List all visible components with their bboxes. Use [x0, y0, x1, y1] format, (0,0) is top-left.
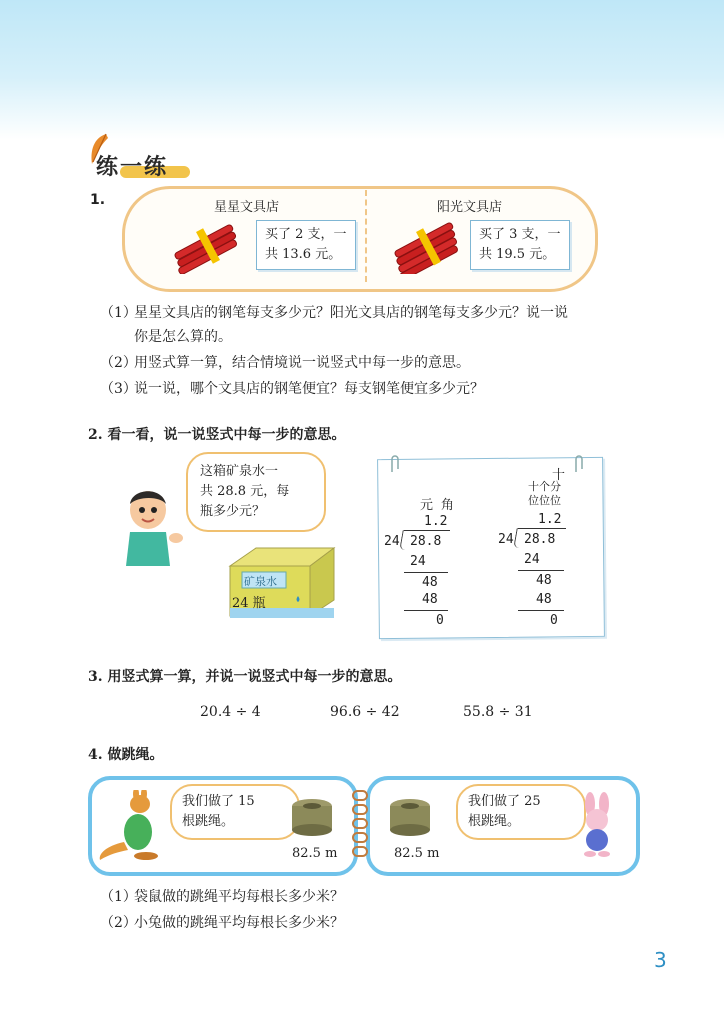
binder-ring — [352, 832, 368, 843]
step-product: 48 — [422, 592, 438, 607]
q1-sub3: 说一说，哪个文具店的钢笔便宜？每支钢笔便宜多少元？ — [134, 381, 484, 397]
q1-sub1-line2: 你是怎么算的。 — [134, 329, 232, 345]
step-line — [404, 610, 448, 611]
paperclip-icon — [388, 454, 402, 474]
q1-sub1-line1: 星星文具店的钢笔每支多少元？阳光文具店的钢笔每支多少元？说一说 — [134, 305, 568, 321]
step-line — [518, 610, 564, 611]
q1-sub2: 用竖式算一算，结合情境说一说竖式中每一步的意思。 — [134, 355, 470, 371]
dividend: 28.8 — [524, 532, 556, 547]
kangaroo-character-icon — [96, 790, 166, 862]
place-header-mid: 十个分 — [528, 480, 561, 493]
box-count: 24 瓶 — [232, 596, 266, 611]
price-note-yangguang — [470, 220, 570, 270]
step-line — [404, 572, 448, 573]
q4-sub2: 小兔做的跳绳平均每根长多少米？ — [134, 915, 344, 931]
bubble-line: 根跳绳。 — [182, 814, 235, 829]
bubble-line: 我们做了 25 — [468, 794, 541, 809]
price-note-line: 共 19.5 元。 — [479, 247, 556, 262]
expression: 96.6 ÷ 42 — [330, 704, 400, 720]
top-color-band — [0, 0, 724, 140]
step-line — [518, 570, 564, 571]
rope-length-label: 82.5 m — [292, 846, 338, 861]
rabbit-character-icon — [572, 792, 622, 858]
page-number: 3 — [654, 948, 667, 972]
price-note-line: 买了 2 支，一 — [265, 227, 347, 242]
rabbit-speech-bubble — [456, 784, 586, 840]
bubble-line: 根跳绳。 — [468, 814, 521, 829]
binder-ring — [352, 818, 368, 829]
expression: 55.8 ÷ 31 — [463, 704, 533, 720]
bubble-line: 我们做了 15 — [182, 794, 255, 809]
price-note-line: 共 13.6 元。 — [265, 247, 342, 262]
pens-bundle-icon — [170, 218, 242, 274]
bubble-line: 共 28.8 元，每 — [200, 484, 290, 499]
q4-sub1: 袋鼠做的跳绳平均每根长多少米？ — [134, 889, 344, 905]
store-name-xingxing: 星星文具店 — [214, 200, 280, 215]
dividend: 28.8 — [410, 534, 442, 549]
divisor: 24 — [384, 534, 400, 549]
divisor: 24 — [498, 532, 514, 547]
q1-sub2-label: （2） — [100, 355, 137, 371]
place-header-top: 十 — [552, 468, 566, 483]
step-remainder: 48 — [536, 573, 552, 588]
quotient: 1.2 — [424, 514, 448, 529]
q1-sub3-label: （3） — [100, 381, 137, 397]
boy-character-icon — [118, 486, 184, 566]
box-label: 矿泉水 — [244, 575, 277, 588]
rope-length-label: 82.5 m — [394, 846, 440, 861]
binder-ring — [352, 804, 368, 815]
q4-sub1-label: （1） — [100, 889, 137, 905]
place-header-bottom: 位位位 — [528, 494, 561, 507]
expression: 20.4 ÷ 4 — [200, 704, 261, 720]
question-4-header: 4. 做跳绳。 — [88, 747, 164, 763]
store-divider — [365, 190, 367, 282]
unit-header: 元 角 — [420, 498, 454, 513]
question-3-header: 3. 用竖式算一算，并说一说竖式中每一步的意思。 — [88, 669, 402, 685]
quotient: 1.2 — [538, 512, 562, 527]
store-name-yangguang: 阳光文具店 — [437, 200, 503, 215]
paperclip-icon — [572, 454, 586, 474]
rope-coil-icon — [388, 798, 432, 836]
section-title: 练一练 — [96, 155, 169, 180]
question-2-header: 2. 看一看，说一说竖式中每一步的意思。 — [88, 427, 346, 443]
q4-sub2-label: （2） — [100, 915, 137, 931]
final-remainder: 0 — [550, 613, 558, 628]
kangaroo-speech-bubble — [170, 784, 300, 840]
price-note-xingxing — [256, 220, 356, 270]
step-remainder: 48 — [422, 575, 438, 590]
final-remainder: 0 — [436, 613, 444, 628]
bubble-line: 瓶多少元？ — [200, 504, 266, 519]
price-note-line: 买了 3 支，一 — [479, 227, 561, 242]
step-product: 24 — [410, 554, 426, 569]
boy-speech-bubble — [186, 452, 326, 532]
step-product: 24 — [524, 552, 540, 567]
binder-ring — [352, 846, 368, 857]
question-1-number: 1. — [90, 192, 106, 208]
bubble-line: 这箱矿泉水一 — [200, 464, 279, 479]
binder-ring — [352, 790, 368, 801]
q1-sub1-label: （1） — [100, 305, 137, 321]
step-product: 48 — [536, 592, 552, 607]
pens-bundle-icon — [390, 218, 462, 274]
rope-coil-icon — [290, 798, 334, 836]
